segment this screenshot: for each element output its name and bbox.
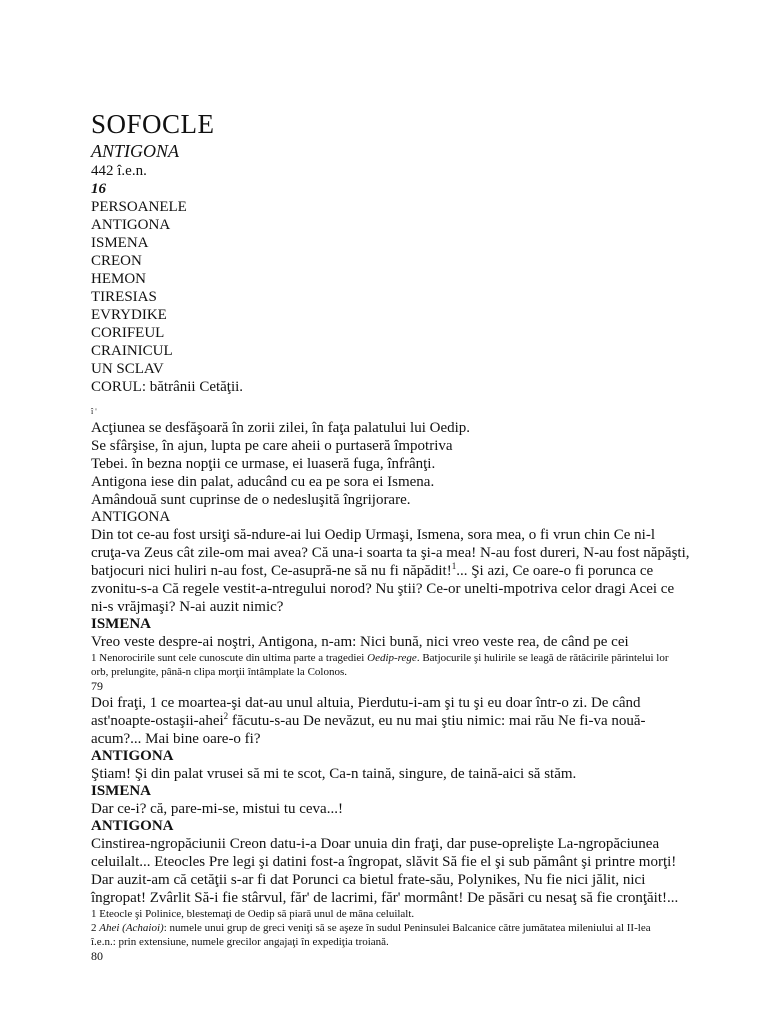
intro-line: Acţiunea se desfăşoară în zorii zilei, în faţa palatului lui Oedip.	[91, 420, 471, 436]
persons-list	[91, 216, 691, 396]
persons-heading: PERSOANELE	[91, 199, 187, 215]
speaker-label: ISMENA	[91, 616, 152, 632]
dialogue-text: Din tot ce-au fost ursiţi să-ndure-ai lui Oedip Urmaşi, Ismena, sora mea, o fi vrun chin Ce ni-l cruţa-va Zeus cât zile-om mai avea? Că una-i soarta ta şi-a mea! N-au fost dureri, N-au fost năpăşti, batjocuri nici huliri n-au fost, Ce-asupră-ne să nu fi năpădit!	[91, 527, 690, 579]
person-item: ISMENA	[91, 235, 149, 251]
footnote-term: Ahei (Achaioi)	[99, 922, 164, 934]
footnote	[91, 651, 671, 679]
stray-mark: î '	[91, 407, 97, 416]
document-page	[91, 108, 691, 964]
speaker-label: ANTIGONA	[91, 509, 171, 525]
spacer	[91, 396, 691, 405]
person-item: CRAINICUL	[91, 343, 173, 359]
footnote-title: Oedip-rege	[367, 652, 417, 664]
speaker-label: ISMENA	[91, 783, 152, 799]
dialogue-paragraph: Cinstirea-ngropăciunii Creon datu-i-a Doar unuia din fraţi, dar puse-oprelişte La-ngropăciunea celuilalt... Eteocles Pre legi şi datini fost-a îngropat, slăvit Să fie el şi sub pământ şi printre morţi! Dar auzit-am că cetăţii s-ar fi dat Porunci ca bietul frate-său, Polynikes, Nu fie nici jălit, nici îngropat! Zvârlit Să-i fie stârvul, făr' de lacrimi, făr' mormânt! De păsări cu nesaţ să fie cronţăit!...	[91, 836, 679, 906]
footnote-text: 1 Nenorocirile sunt cele cunoscute din ultima parte a tragediei	[91, 652, 368, 664]
speaker-label: ANTIGONA	[91, 748, 174, 764]
page-number: 80	[91, 949, 103, 963]
stage-directions	[91, 419, 691, 509]
footnote: 1 Eteocle şi Polinice, blestemaţi de Oedip să piară unul de mâna celuilalt.	[91, 908, 415, 920]
intro-line: Tebei. în bezna nopţii ce urmase, ei luaseră fuga, înfrânţi.	[91, 456, 436, 472]
intro-line: Antigona iese din palat, aducând cu ea pe sora ei Ismena.	[91, 474, 435, 490]
dialogue-paragraph: Ştiam! Şi din palat vrusei să mi te scot, Ca-n taină, singure, de taină-aici să stăm.	[91, 766, 577, 782]
date-line: 442 î.e.n.	[91, 163, 147, 179]
number-line: 16	[91, 181, 106, 197]
person-item: EVRYDIKE	[91, 307, 167, 323]
dialogue-paragraph: Vreo veste despre-ai noştri, Antigona, n-am: Nici bună, nici vreo veste rea, de când pe cei	[91, 634, 629, 650]
footnote-text: : numele unui grup de greci veniţi să se aşeze în sudul Peninsulei Balcanice către jumătatea mileniului al II-lea î.e.n.: prin extensiune, numele grecilor angajaţi în expediţia troiană.	[91, 922, 651, 948]
footnote-text: . Batjocurile şi hulirile se leagă de rătăcirile părintelui lor orb, prelungite, până-n clipa morţii întâmplate la Colonos.	[91, 652, 669, 678]
dialogue-text: ... Şi azi, Ce oare-o fi porunca ce zvonitu-s-a Că regele vestit-a-ntregului norod? Nu ştii? Ce-or unelti-mpotriva celor dragi Acei ce ni-s vrăjmaşi? N-ai auzit nimic?	[91, 563, 675, 615]
person-item: ANTIGONA	[91, 217, 171, 233]
person-item: CREON	[91, 253, 142, 269]
page-number: 79	[91, 679, 103, 693]
person-item: CORIFEUL	[91, 325, 165, 341]
person-item: TIRESIAS	[91, 289, 157, 305]
footnote-text: 2	[91, 922, 100, 934]
footnote	[91, 921, 671, 949]
dialogue-text: făcutu-s-au De nevăzut, eu nu mai ştiu nimic: mai rău Ne fi-va nouă-acum?... Mai bine oare-o fi?	[91, 713, 646, 747]
play-title: ANTIGONA	[91, 141, 180, 161]
footnote-ref: 2	[223, 711, 229, 721]
person-item: UN SCLAV	[91, 361, 164, 377]
person-item: CORUL: bătrânii Cetăţii.	[91, 379, 244, 395]
author-heading: SOFOCLE	[91, 109, 215, 139]
dialogue-paragraph	[91, 526, 691, 616]
speaker-label: ANTIGONA	[91, 818, 174, 834]
footnote-ref: 1	[451, 561, 457, 571]
dialogue-text: Doi fraţi, 1 ce moartea-şi dat-au unul altuia, Pierdutu-i-am şi tu şi eu doar într-o zi. De când ast'noapte-ostaşii-ahei	[91, 695, 641, 729]
dialogue-paragraph: Dar ce-i? că, pare-mi-se, mistui tu ceva...!	[91, 801, 343, 817]
intro-line: Amândouă sunt cuprinse de o nedesluşită îngrijorare.	[91, 492, 411, 508]
intro-line: Se sfârşise, în ajun, lupta pe care aheii o purtaseră împotriva	[91, 438, 453, 454]
person-item: HEMON	[91, 271, 146, 287]
dialogue-paragraph	[91, 694, 691, 748]
